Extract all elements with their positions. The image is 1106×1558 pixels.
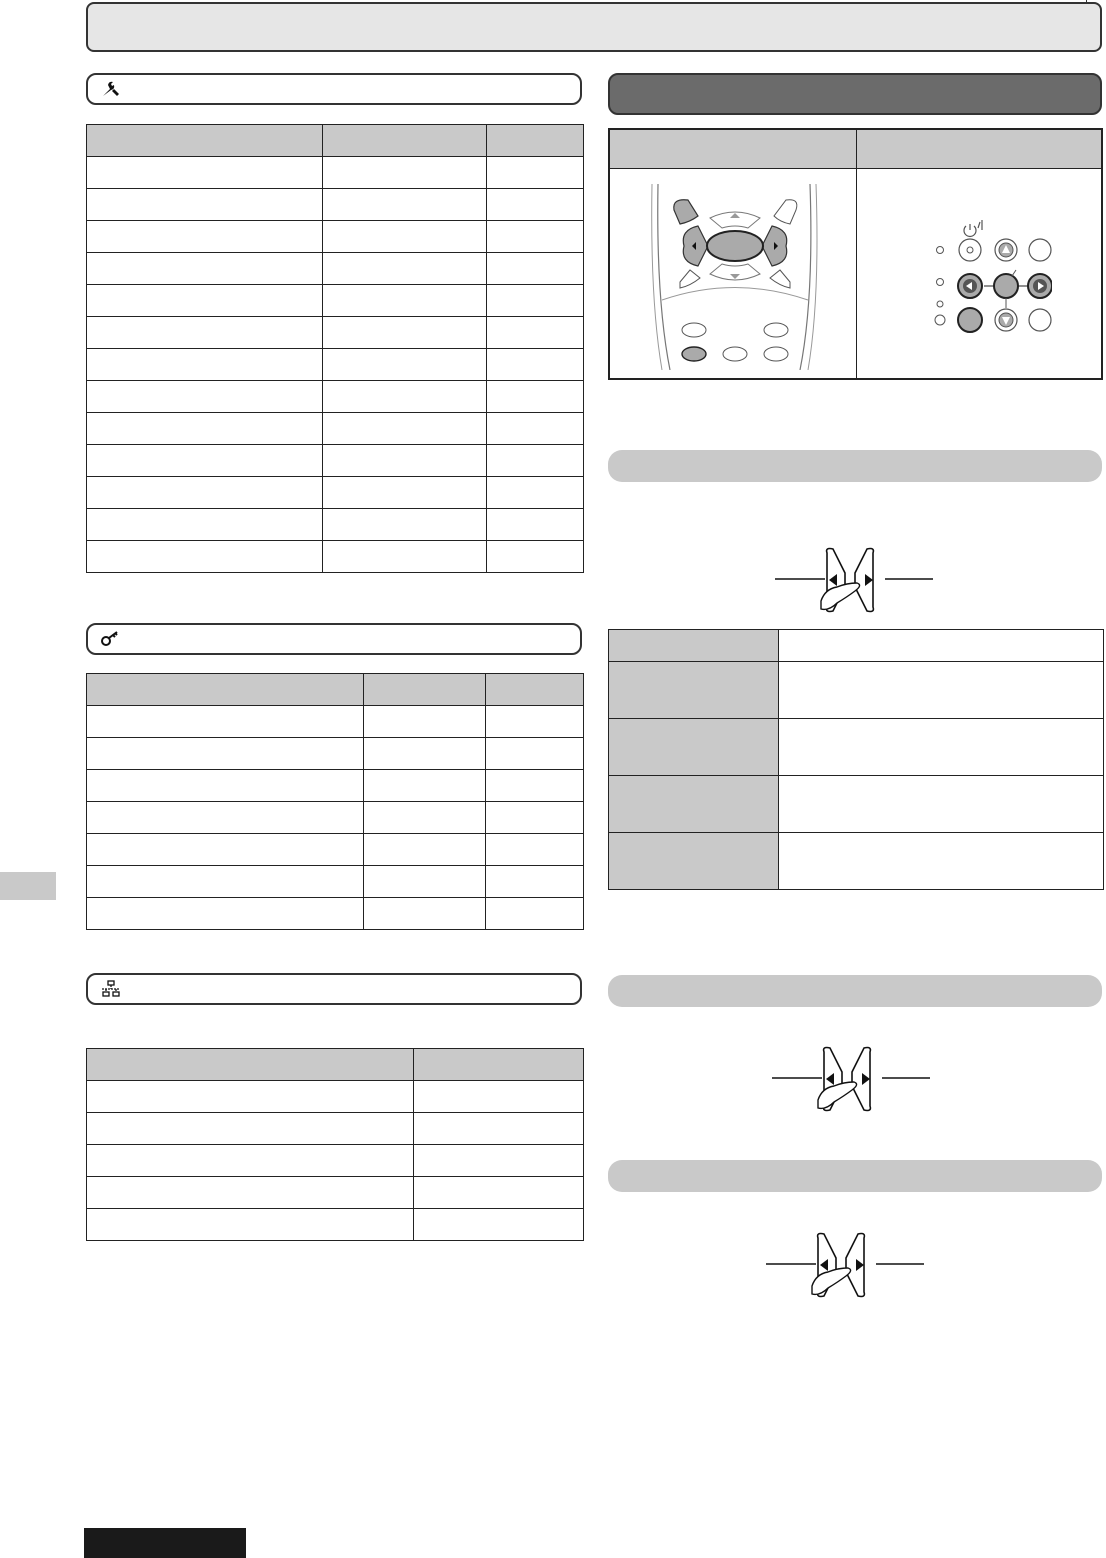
op-header-panel [857,130,1101,169]
table-row [87,477,584,509]
setup-section-header [86,73,582,105]
setup-table [86,124,584,573]
table-row [87,898,584,930]
op-divider [856,168,857,378]
adjustment-table [608,629,1104,890]
table-row [609,776,1104,833]
table-row [87,738,584,770]
left-right-buttons-illustration [775,545,935,620]
table-row [87,770,584,802]
table-row [87,1177,584,1209]
table-row [87,285,584,317]
operation-table [608,128,1103,380]
table-row [87,189,584,221]
table-row [87,866,584,898]
page-title-bar [86,2,1102,52]
table-row [87,381,584,413]
table-row [87,541,584,573]
table-row [87,1113,584,1145]
subsection-header-3 [608,1160,1102,1192]
op-header-remote [610,130,857,169]
operation-section-header [608,73,1102,115]
subsection-header-1 [608,450,1102,482]
table-row [87,349,584,381]
subsection-header-2 [608,975,1102,1007]
table-row [87,1145,584,1177]
security-table [86,673,584,930]
table-row [87,413,584,445]
side-index-tab [0,872,56,900]
table-row [87,509,584,541]
table-header-row [87,125,584,157]
table-row [87,157,584,189]
control-panel-illustration [932,216,1052,341]
table-header-row [87,674,584,706]
wrench-screwdriver-icon [100,80,122,98]
left-right-buttons-illustration-3 [766,1228,926,1303]
table-row [87,834,584,866]
table-row [87,1209,584,1241]
table-header-row [609,630,1104,662]
remote-control-illustration [650,180,820,370]
network-table [86,1048,584,1241]
table-row [609,719,1104,776]
key-icon [100,630,122,648]
table-row [87,1081,584,1113]
table-row [87,317,584,349]
table-row [87,706,584,738]
page-footer-label [84,1528,246,1558]
table-header-row [87,1049,584,1081]
security-section-header [86,623,582,655]
table-row [609,662,1104,719]
network-section-header [86,973,582,1005]
network-icon [100,980,122,998]
table-row [609,833,1104,890]
table-row [87,253,584,285]
table-row [87,221,584,253]
left-right-buttons-illustration-2 [772,1042,932,1117]
table-row [87,445,584,477]
table-row [87,802,584,834]
